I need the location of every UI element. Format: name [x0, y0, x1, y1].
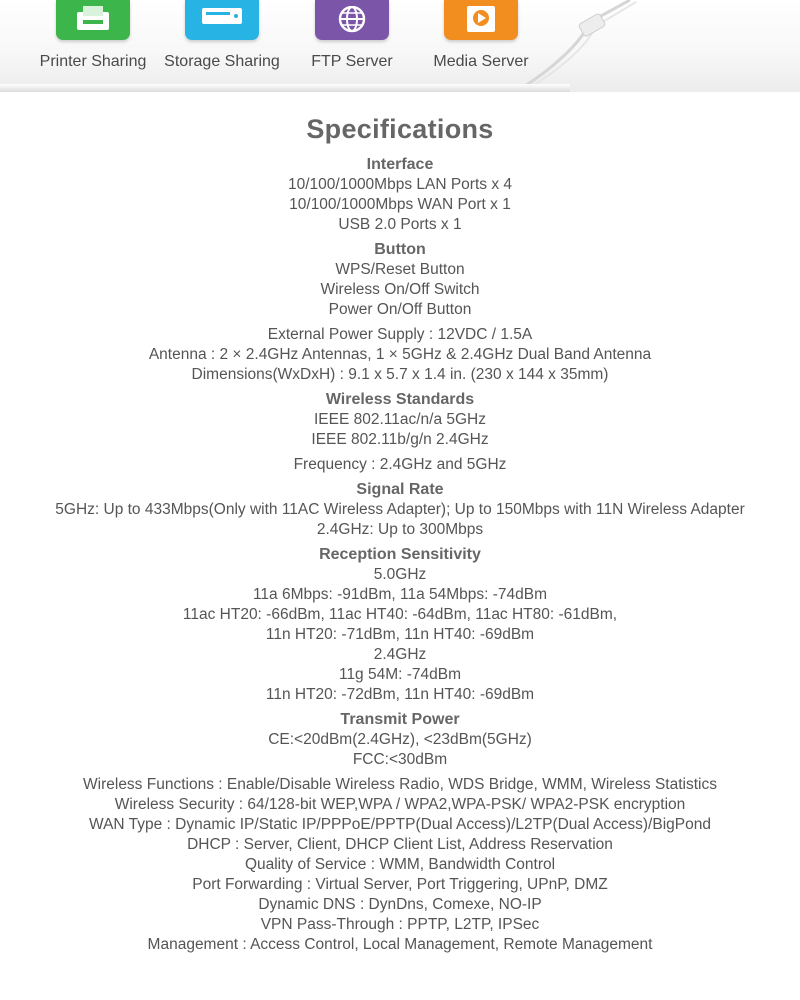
section-heading-wireless-standards: Wireless Standards [325, 391, 475, 408]
spec-line: 10/100/1000Mbps LAN Ports x 4 [287, 176, 513, 193]
spec-line: IEEE 802.11ac/n/a 5GHz [313, 411, 487, 428]
section-heading-transmit-power: Transmit Power [340, 711, 460, 728]
spec-line: Antenna : 2 × 2.4GHz Antennas, 1 × 5GHz & 2.4GHz Dual Band Antenna [148, 346, 652, 363]
section-heading-button: Button [374, 241, 426, 258]
spec-line: 11g 54M: -74dBm [338, 666, 462, 683]
feature-label: Media Server [433, 53, 529, 70]
spec-line: Dynamic DNS : DynDns, Comexe, NO-IP [258, 896, 542, 913]
spec-line: 2.4GHz [373, 646, 427, 663]
spec-line: IEEE 802.11b/g/n 2.4GHz [311, 431, 489, 448]
feature-label: Storage Sharing [164, 53, 280, 70]
specifications-section [0, 92, 800, 955]
feature-printer-sharing [23, 0, 163, 71]
section-heading-reception-sensitivity: Reception Sensitivity [319, 546, 481, 563]
printer-icon [56, 0, 130, 40]
spec-line: FCC:<30dBm [352, 751, 448, 768]
spec-line: WAN Type : Dynamic IP/Static IP/PPPoE/PPTP(Dual Access)/L2TP(Dual Access)/BigPond [89, 816, 711, 833]
spec-line: Power On/Off Button [328, 301, 472, 318]
feature-label: FTP Server [311, 53, 393, 70]
cable-icon [520, 0, 650, 92]
globe-icon [315, 0, 389, 40]
play-icon [444, 0, 518, 40]
spec-line: 11n HT20: -72dBm, 11n HT40: -69dBm [265, 686, 535, 703]
feature-storage-sharing [152, 0, 292, 71]
storage-icon [185, 0, 259, 40]
feature-label: Printer Sharing [39, 53, 147, 70]
spec-line: 10/100/1000Mbps WAN Port x 1 [289, 196, 511, 213]
spec-line: Wireless Security : 64/128-bit WEP,WPA / WPA2,WPA-PSK/ WPA2-PSK encryption [114, 796, 686, 813]
spec-line: Management : Access Control, Local Management, Remote Management [147, 936, 653, 953]
spec-line: Quality of Service : WMM, Bandwidth Control [244, 856, 556, 873]
spec-line: 11a 6Mbps: -91dBm, 11a 54Mbps: -74dBm [252, 586, 548, 603]
feature-ftp-server [282, 0, 422, 71]
section-heading-signal-rate: Signal Rate [356, 481, 444, 498]
section-heading-interface: Interface [366, 156, 434, 173]
spec-line: 2.4GHz: Up to 300Mbps [316, 521, 484, 538]
spec-line: 5GHz: Up to 433Mbps(Only with 11AC Wireless Adapter); Up to 150Mbps with 11N Wireless Adapter [55, 501, 745, 518]
spec-line: CE:<20dBm(2.4GHz), <23dBm(5GHz) [268, 731, 532, 748]
spec-line: 5.0GHz [373, 566, 427, 583]
spec-line: VPN Pass-Through : PPTP, L2TP, IPSec [260, 916, 540, 933]
spec-line: DHCP : Server, Client, DHCP Client List, Address Reservation [187, 836, 613, 853]
spec-line: 11ac HT20: -66dBm, 11ac HT40: -64dBm, 11ac HT80: -61dBm, [182, 606, 618, 623]
spec-line: 11n HT20: -71dBm, 11n HT40: -69dBm [265, 626, 535, 643]
feature-strip [0, 0, 800, 92]
spec-line: WPS/Reset Button [335, 261, 465, 278]
page-title: Specifications [306, 114, 494, 144]
spec-line-frequency: Frequency : 2.4GHz and 5GHz [293, 456, 507, 473]
spec-line: USB 2.0 Ports x 1 [338, 216, 462, 233]
spec-line: Dimensions(WxDxH) : 9.1 x 5.7 x 1.4 in. (230 x 144 x 35mm) [191, 366, 609, 383]
spec-line: External Power Supply : 12VDC / 1.5A [267, 326, 533, 343]
spec-line: Wireless On/Off Switch [320, 281, 480, 298]
spec-line: Port Forwarding : Virtual Server, Port Triggering, UPnP, DMZ [192, 876, 608, 893]
spec-line: Wireless Functions : Enable/Disable Wireless Radio, WDS Bridge, WMM, Wireless Statistics [83, 776, 717, 793]
